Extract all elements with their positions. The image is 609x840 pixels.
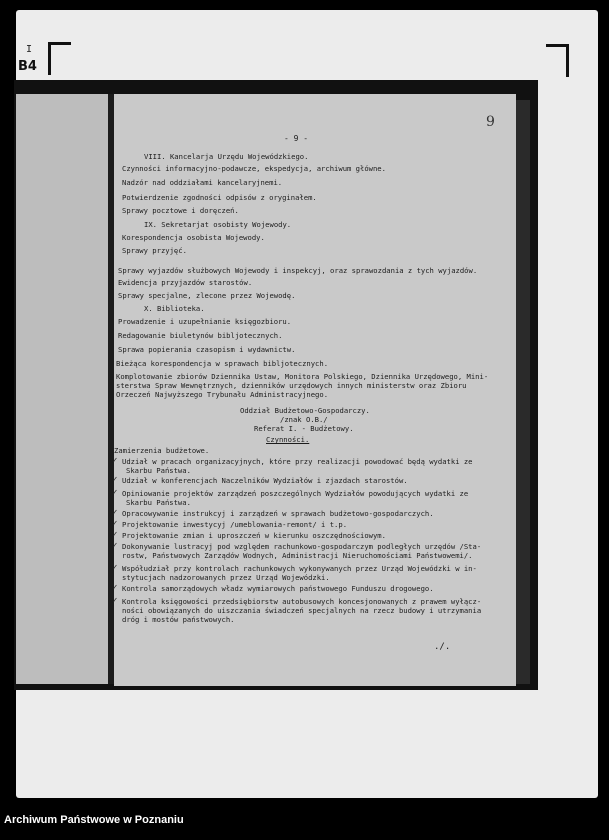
checkmark-icon: ✓ — [112, 596, 118, 606]
section-heading: VIII. Kancelarja Urzędu Wojewódzkiego. — [144, 152, 309, 161]
checkmark-icon: ✓ — [112, 508, 118, 518]
text-line: Prowadzenie i uzupełnianie księgozbioru. — [118, 317, 292, 326]
text-line: Redagowanie biuletynów bibljotecznych. — [118, 331, 283, 340]
text-line: Nadzór nad oddziałami kancelaryjnemi. — [122, 178, 283, 187]
crop-mark-top-right — [546, 44, 569, 77]
text-line: Orzeczeń Najwyższego Trybunału Administracyjnego. — [116, 390, 329, 399]
text-line: dróg i mostów państwowych. — [122, 615, 235, 624]
checkmark-icon: ✓ — [112, 563, 118, 573]
document-page — [114, 94, 516, 686]
text-line: Kontrola samorządowych władz wymiarowych państwowego Funduszu drogowego. — [122, 584, 434, 593]
handwritten-page-number: 9 — [486, 114, 495, 130]
text-line: Udział w pracach organizacyjnych, które przy realizacji powodować będą wydatki ze — [122, 457, 473, 466]
text-line: Projektowanie zmian i uproszczeń w kierunku oszczędnościowym. — [122, 531, 386, 540]
text-line: rostw, Państwowych Zarządów Wodnych, Administracji Nieruchomościami Państwowemi/. — [122, 551, 473, 560]
text-line: Współudział przy kontrolach rachunkowych wykonywanych przez Urząd Wojewódzki w in- — [122, 564, 477, 573]
text-line: stytucjach nadzorowanych przez Urząd Wojewódzki. — [122, 573, 330, 582]
subsection-heading: Oddział Budżetowo-Gospodarczy. — [240, 406, 370, 415]
archive-footer: Archiwum Państwowe w Poznaniu — [4, 814, 184, 826]
subsection-heading: Referat I. - Budżetowy. — [254, 424, 354, 433]
checkmark-icon: ✓ — [112, 541, 118, 551]
text-line: Dokonywanie lustracyj pod względem rachunkowo-gospodarczym podległych urzędów /Sta- — [122, 542, 482, 551]
text-line: Komplotowanie zbiorów Dziennika Ustaw, Monitora Polskiego, Dziennika Urzędowego, Mini- — [116, 372, 489, 381]
text-line: Sprawy pocztowe i doręczeń. — [122, 206, 239, 215]
checkmark-icon: ✓ — [112, 583, 118, 593]
text-line: ności obowiązanych do uiszczania świadczeń specjalnych na rzecz budowy i utrzymania — [122, 606, 482, 615]
checkmark-icon: ✓ — [112, 475, 118, 485]
text-line: Opracowywanie instrukcyj i zarządzeń w sprawach budżetowo-gospodarczych. — [122, 509, 434, 518]
text-line: Czynności informacyjno-podawcze, ekspedycja, archiwum główne. — [122, 164, 386, 173]
text-line: Udział w konferencjach Naczelników Wydziałów i zjazdach starostów. — [122, 476, 408, 485]
checkmark-icon: ✓ — [112, 456, 118, 466]
text-line: sterstwa Spraw Wewnętrznych, dzienników urzędowych innych ministerstw oraz Zbioru — [116, 381, 467, 390]
text-line: Bieżąca korespondencja w sprawach bibljotecznych. — [116, 359, 329, 368]
continuation-mark: ./. — [434, 642, 451, 652]
frame-tick-label: I — [26, 44, 33, 55]
text-line: Projektowanie inwestycyj /umeblowania-remont/ i t.p. — [122, 520, 348, 529]
section-heading: X. Biblioteka. — [144, 304, 205, 313]
text-line: Ewidencja przyjazdów starostów. — [118, 278, 253, 287]
text-line: Korespondencja osobista Wojewody. — [122, 233, 265, 242]
crop-mark-top-left — [48, 42, 71, 75]
subsection-code: /znak O.B./ — [280, 415, 328, 424]
frame-label: B4 — [18, 59, 37, 74]
text-line: Skarbu Państwa. — [126, 466, 191, 475]
text-line: Zamierzenia budżetowe. — [114, 446, 210, 455]
text-line: Sprawa popierania czasopism i wydawnictw. — [118, 345, 296, 354]
text-line: Opiniowanie projektów zarządzeń poszczególnych Wydziałów powodujących wydatki ze — [122, 489, 469, 498]
text-line: Potwierdzenie zgodności odpisów z oryginałem. — [122, 193, 317, 202]
checkmark-icon: ✓ — [112, 519, 118, 529]
checkmark-icon: ✓ — [112, 530, 118, 540]
text-line: Sprawy specjalne, zlecone przez Wojewodę. — [118, 291, 296, 300]
section-heading: IX. Sekretarjat osobisty Wojewody. — [144, 220, 292, 229]
page-shadow — [514, 100, 530, 684]
subsection-heading: Czynności. — [266, 435, 310, 444]
page-marker: - 9 - — [284, 134, 309, 143]
text-line: Sprawy przyjęć. — [122, 246, 187, 255]
text-line: Kontrola księgowości przedsiębiorstw autobusowych koncesjonowanych z prawem wyłącz- — [122, 597, 482, 606]
left-page — [16, 94, 108, 684]
text-line: Sprawy wyjazdów służbowych Wojewody i inspekcyj, oraz sprawozdania z tych wyjazdów. — [118, 266, 478, 275]
checkmark-icon: ✓ — [112, 488, 118, 498]
text-line: Skarbu Państwa. — [126, 498, 191, 507]
